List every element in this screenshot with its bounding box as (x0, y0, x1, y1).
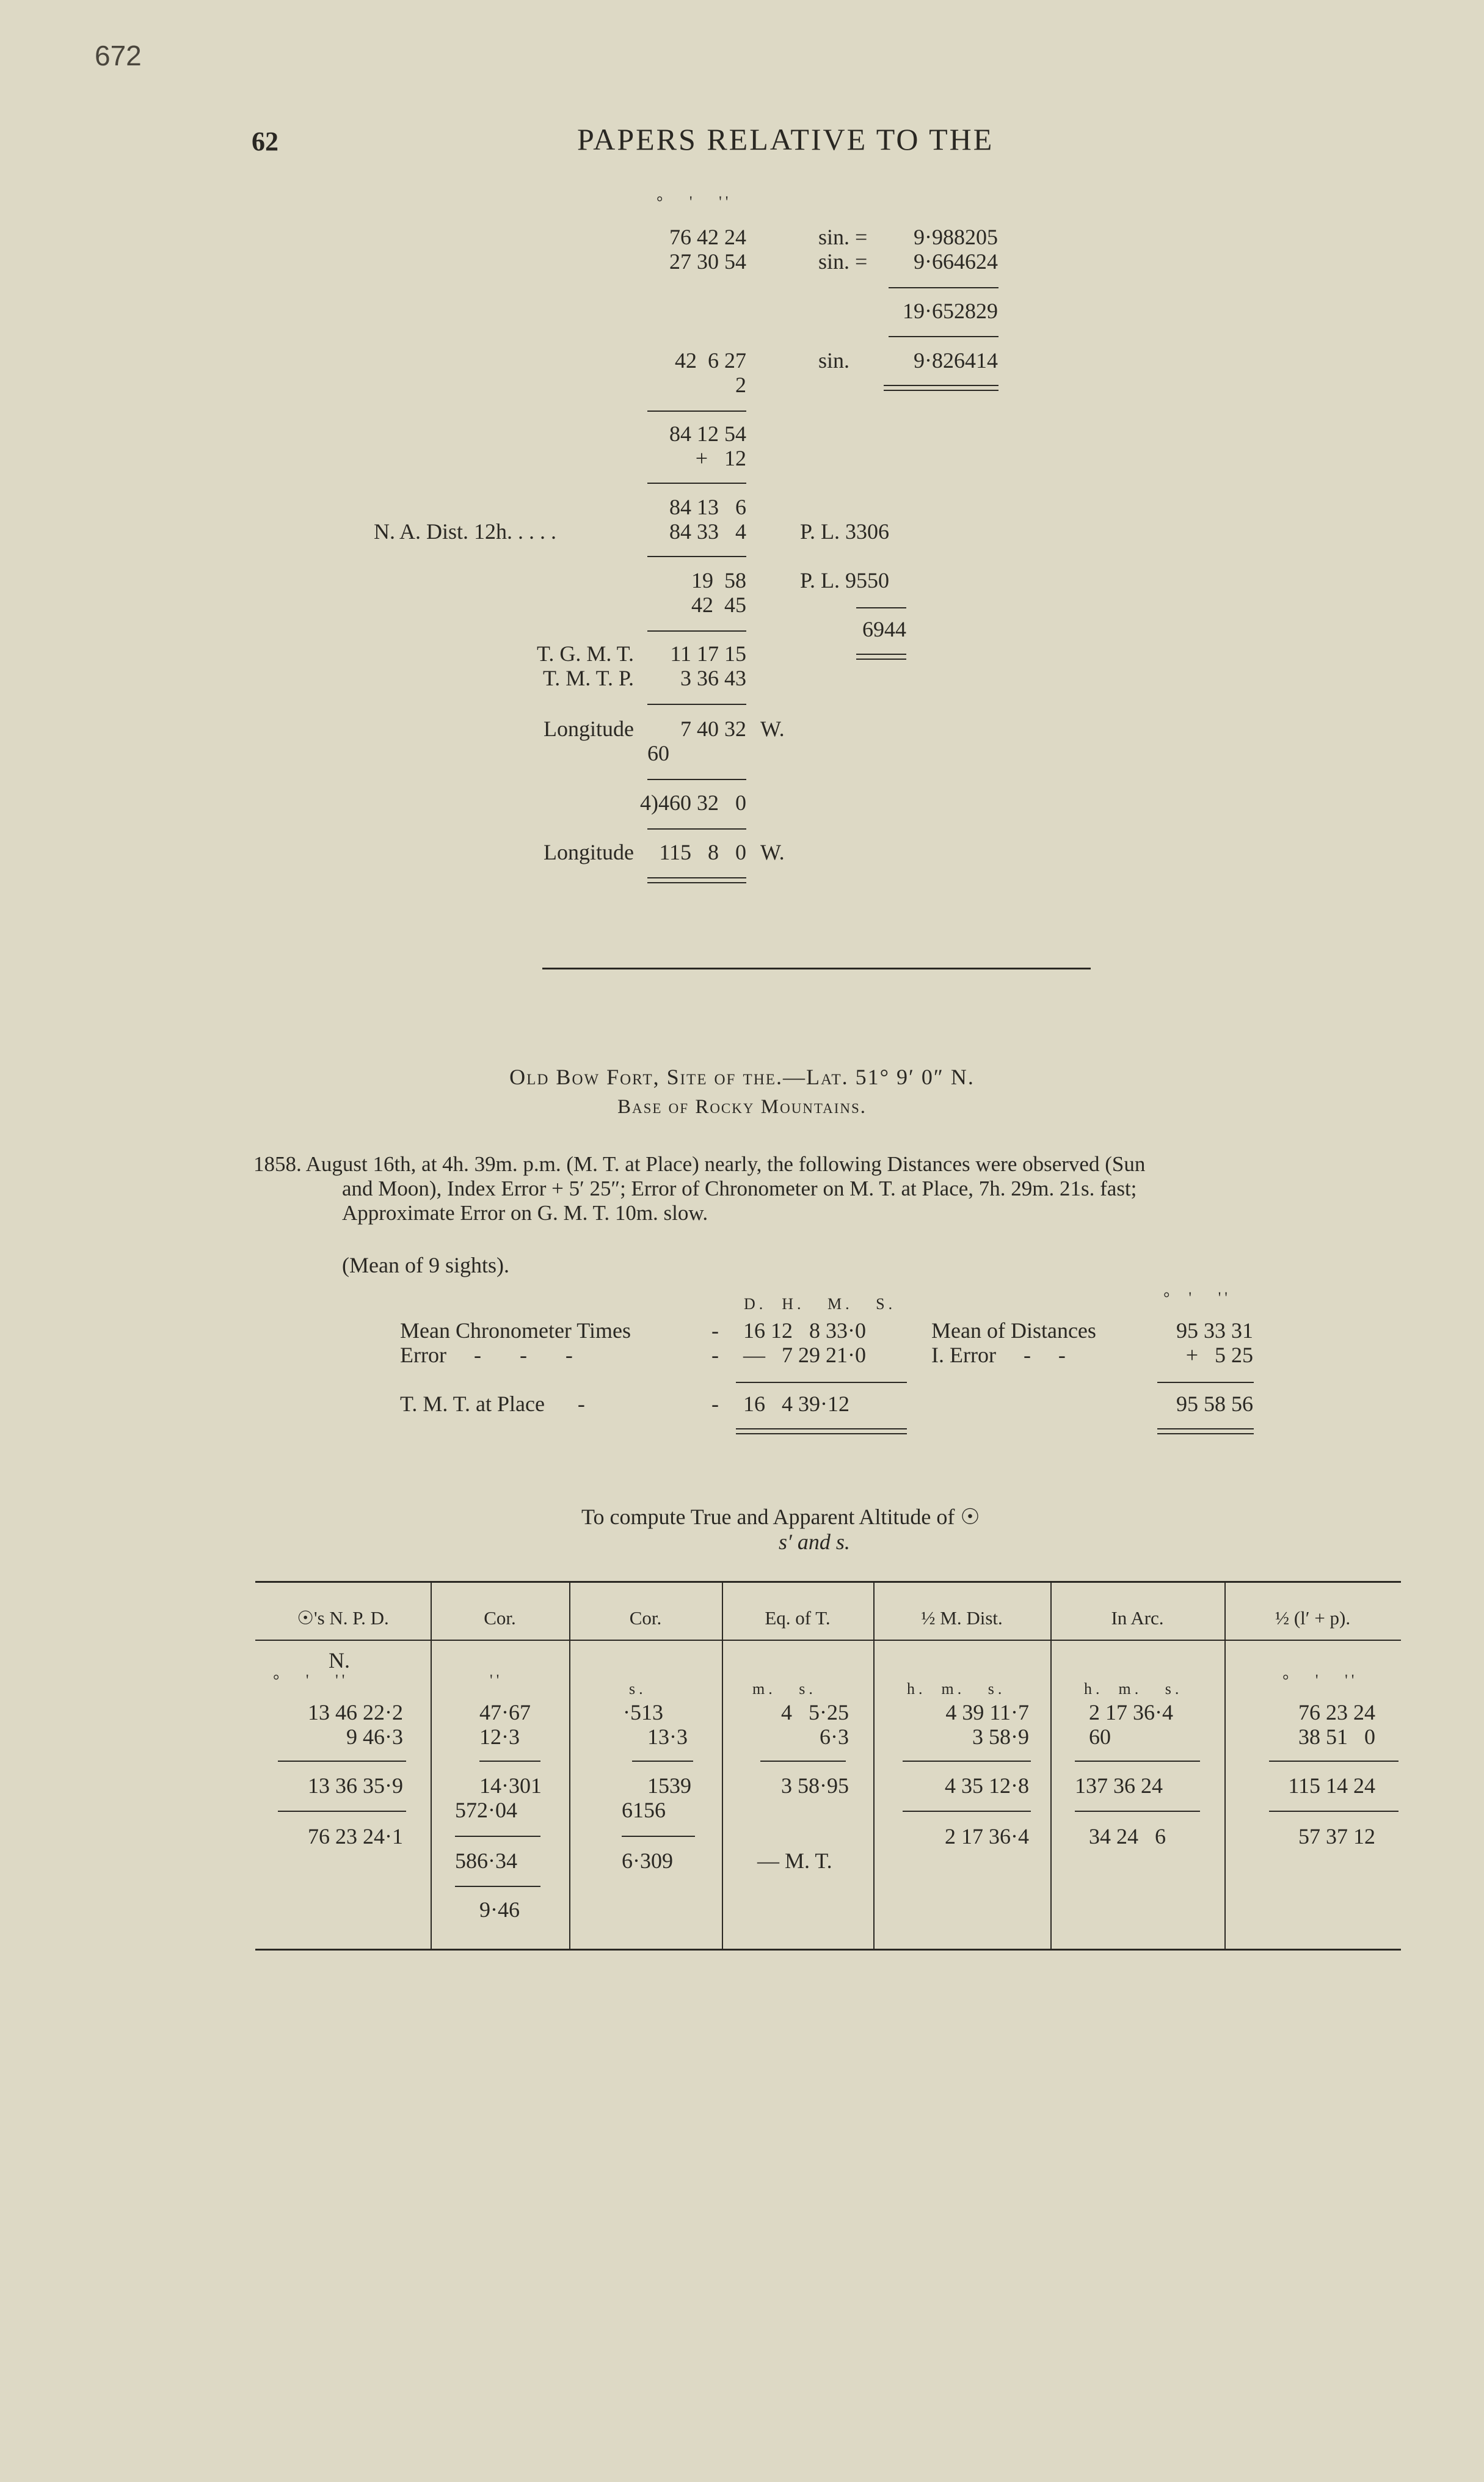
mean-row-dash: - (711, 1392, 719, 1416)
table-cell: 2 17 36·4 (1089, 1700, 1173, 1725)
mean-row-dash: - (711, 1318, 719, 1343)
rule (647, 411, 746, 412)
column-header: Cor. (484, 1607, 516, 1629)
calc-value: 42 45 (691, 593, 746, 617)
arc-units: ° ' '' (1163, 1289, 1231, 1307)
mean-row-value-2: 95 58 56 (1176, 1392, 1253, 1416)
mean-row-value-2: 95 33 31 (1176, 1318, 1253, 1343)
mean-row-value: 16 12 8 33·0 (743, 1318, 866, 1343)
rule (647, 828, 746, 830)
table-cell: 4 5·25 (781, 1700, 849, 1725)
calc-sin-label: sin. = (818, 225, 868, 249)
calc-value: 60 (647, 741, 669, 765)
calc-value: 84 12 54 (669, 422, 746, 446)
double-rule (884, 390, 998, 391)
calc-value: 115 8 0 (659, 840, 746, 864)
time-units: D. H. M. S. (744, 1295, 897, 1313)
table-cell: ·513 (623, 1700, 663, 1725)
table-cell: 34 24 6 (1089, 1824, 1166, 1849)
table-cell: 3 58·9 (972, 1725, 1029, 1749)
column-units: ° ' '' (1282, 1671, 1358, 1689)
column-divider (1224, 1582, 1226, 1949)
table-cell: — M. T. (757, 1849, 832, 1873)
column-header: Eq. of T. (765, 1607, 831, 1629)
table-cell: 4 39 11·7 (945, 1700, 1029, 1725)
calc-value: 19 58 (691, 568, 746, 593)
mean-row-value: 16 4 39·12 (743, 1392, 849, 1416)
cell-rule (632, 1761, 693, 1762)
column-units: m. s. (752, 1680, 817, 1698)
table-cell: 9·46 (479, 1897, 520, 1922)
rule (889, 336, 998, 337)
observation-paragraph-line: and Moon), Index Error + 5′ 25″; Error of Chronometer on M. T. at Place, 7h. 29m. 21s. fast; (342, 1177, 1137, 1200)
page-number: 672 (95, 40, 142, 71)
rule (647, 483, 746, 484)
mean-row-value: — 7 29 21·0 (743, 1343, 866, 1367)
table-cell: 13 36 35·9 (308, 1773, 403, 1798)
table-cell: 586·34 (455, 1849, 517, 1873)
calc-label: N. A. Dist. 12h. . . . . (374, 519, 557, 544)
table-cell: 2 17 36·4 (945, 1824, 1029, 1849)
mean-row-dash: - (711, 1343, 719, 1367)
degree-units: ° ' '' (657, 193, 732, 211)
cell-rule (1075, 1811, 1200, 1812)
calc-value: 27 30 54 (669, 249, 746, 274)
cell-rule (455, 1886, 540, 1887)
proportional-log: P. L. 3306 (800, 519, 890, 544)
column-header: In Arc. (1111, 1607, 1164, 1629)
column-units: '' (490, 1671, 503, 1689)
rule (889, 287, 998, 288)
cell-rule (903, 1761, 1031, 1762)
table-cell: 14·301 (479, 1773, 542, 1798)
calc-direction: W. (760, 840, 785, 864)
double-rule (1157, 1428, 1254, 1429)
calc-log: 9·988205 (914, 225, 998, 249)
table-cell: 3 58·95 (781, 1773, 849, 1798)
double-rule (1157, 1433, 1254, 1434)
observation-paragraph-line: Approximate Error on G. M. T. 10m. slow. (342, 1201, 708, 1225)
rule (647, 704, 746, 705)
header-rule (255, 1640, 1401, 1641)
table-cell: 76 23 24·1 (308, 1824, 403, 1849)
table-cell: 57 37 12 (1298, 1824, 1375, 1849)
rule (736, 1382, 907, 1383)
cell-rule (1269, 1761, 1399, 1762)
section-title: Old Bow Fort, Site of the.—Lat. 51° 9′ 0″ N. (509, 1065, 975, 1089)
table-cell: 137 36 24 (1075, 1773, 1163, 1798)
column-units: s. (629, 1680, 647, 1698)
calc-label: T. M. T. P. (542, 666, 634, 690)
table-cell: 12·3 (479, 1725, 520, 1749)
table-cell: 572·04 (455, 1798, 517, 1822)
mean-row-label: Mean Chronometer Times (400, 1318, 631, 1343)
cell-rule (1075, 1761, 1200, 1762)
compute-caption-sub: s′ and s. (779, 1530, 850, 1554)
table-cell: 6·3 (820, 1725, 849, 1749)
proportional-log: P. L. 9550 (800, 568, 890, 593)
mean-row-label-2: Mean of Distances (931, 1318, 1096, 1343)
mean-row-label-2: I. Error - - (931, 1343, 1066, 1367)
cell-rule (278, 1761, 406, 1762)
rule (856, 607, 906, 608)
table-cell: 9 46·3 (346, 1725, 403, 1749)
table-cell: 1539 (647, 1773, 691, 1798)
calc-value: 4)460 32 0 (640, 790, 746, 815)
table-bottom-rule (255, 1949, 1401, 1951)
table-cell: 115 14 24 (1288, 1773, 1375, 1798)
calc-value: 11 17 15 (670, 641, 746, 666)
cell-rule (479, 1761, 540, 1762)
double-rule (647, 877, 746, 878)
observation-paragraph-line: 1858. August 16th, at 4h. 39m. p.m. (M. T. at Place) nearly, the following Distances were observed (Sun (253, 1152, 1146, 1176)
folio-number: 62 (252, 126, 278, 156)
column-header: ½ (l′ + p). (1275, 1607, 1351, 1629)
mean-row-label: T. M. T. at Place - (400, 1392, 585, 1416)
calc-log: 6944 (862, 617, 906, 641)
calc-label: Longitude (544, 717, 634, 741)
column-units: h. m. s. (1084, 1680, 1183, 1698)
calc-value: 7 40 32 (680, 717, 746, 741)
calc-direction: W. (760, 717, 785, 741)
rule (647, 556, 746, 557)
column-divider (722, 1582, 723, 1949)
calc-value: 84 33 4 (669, 519, 746, 544)
column-header: ½ M. Dist. (921, 1607, 1003, 1629)
cell-rule (903, 1811, 1031, 1812)
column-header: ☉'s N. P. D. (297, 1607, 389, 1629)
calc-value: 3 36 43 (680, 666, 746, 690)
column-units: h. m. s. (907, 1680, 1006, 1698)
table-cell: 76 23 24 (1298, 1700, 1375, 1725)
cell-rule (622, 1836, 695, 1837)
cell-rule (278, 1811, 406, 1812)
calc-value: + 12 (695, 446, 746, 470)
table-cell: 6·309 (622, 1849, 673, 1873)
mean-row-value-2: + 5 25 (1185, 1343, 1253, 1367)
column-header: Cor. (629, 1607, 662, 1629)
double-rule (736, 1428, 907, 1429)
calc-log: 9·826414 (914, 348, 998, 373)
section-subtitle: Base of Rocky Mountains. (617, 1096, 867, 1118)
column-divider (431, 1582, 432, 1949)
table-cell: 6156 (622, 1798, 666, 1822)
calc-log: 9·664624 (914, 249, 998, 274)
calc-label: T. G. M. T. (537, 641, 634, 666)
col1-subheader: N. (329, 1648, 350, 1673)
compute-caption: To compute True and Apparent Altitude of ☉ (581, 1505, 980, 1529)
rule (647, 779, 746, 780)
running-head-title: PAPERS RELATIVE TO THE (577, 122, 994, 156)
rule (1157, 1382, 1254, 1383)
calc-sin-label: sin. = (818, 249, 868, 274)
column-divider (873, 1582, 875, 1949)
column-units: ° ' '' (273, 1671, 349, 1689)
double-rule (647, 882, 746, 883)
mean-row-label: Error - - - (400, 1343, 573, 1367)
table-cell: 60 (1089, 1725, 1111, 1749)
calc-log: 19·652829 (903, 299, 998, 323)
cell-rule (455, 1836, 540, 1837)
calc-label: Longitude (544, 840, 634, 864)
calc-value: 42 6 27 (675, 348, 746, 373)
calc-value: 2 (735, 373, 746, 397)
mean-note: (Mean of 9 sights). (342, 1253, 509, 1277)
calc-sin-label: sin. (818, 348, 850, 373)
cell-rule (1269, 1811, 1399, 1812)
double-rule (736, 1433, 907, 1434)
table-cell: 38 51 0 (1298, 1725, 1375, 1749)
section-divider (542, 968, 1091, 969)
column-divider (1050, 1582, 1052, 1949)
table-cell: 13·3 (647, 1725, 688, 1749)
table-cell: 4 35 12·8 (945, 1773, 1029, 1798)
double-rule (884, 385, 998, 386)
rule (647, 630, 746, 632)
double-rule (856, 654, 906, 655)
cell-rule (760, 1761, 846, 1762)
calc-value: 84 13 6 (669, 495, 746, 519)
column-divider (569, 1582, 570, 1949)
calc-value: 76 42 24 (669, 225, 746, 249)
table-top-rule (255, 1581, 1401, 1583)
double-rule (856, 659, 906, 660)
table-cell: 13 46 22·2 (308, 1700, 403, 1725)
table-cell: 47·67 (479, 1700, 531, 1725)
